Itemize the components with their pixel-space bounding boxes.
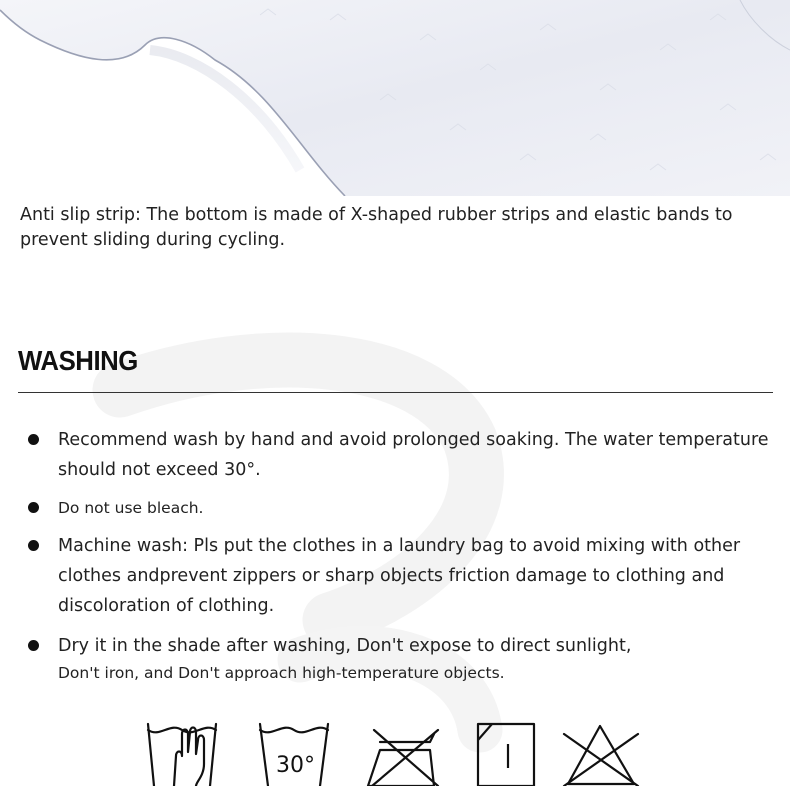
bullet-icon — [28, 502, 39, 513]
dry-in-shade-icon — [478, 724, 534, 786]
wash-30-icon — [260, 724, 328, 786]
bullet-icon — [28, 540, 39, 551]
do-not-iron-icon — [368, 730, 438, 786]
bullet-icon — [28, 434, 39, 445]
list-item-text: Recommend wash by hand and avoid prolonged soaking. The water temperature should not exceed 30°. — [58, 430, 769, 480]
washing-heading: WASHING — [18, 345, 138, 376]
care-symbols-row — [130, 712, 660, 786]
wash-temperature-label: 30° — [276, 753, 315, 778]
list-item-text: Do not use bleach. — [58, 499, 204, 517]
fabric-photo — [0, 0, 790, 196]
list-item-text: Machine wash: Pls put the clothes in a laundry bag to avoid mixing with other clothes andprevent zippers or sharp objects friction damage to clothing and discoloration of clothing. — [58, 536, 741, 616]
anti-slip-caption: Anti slip strip: The bottom is made of X-shaped rubber strips and elastic bands to prevent sliding during cycling. — [20, 205, 733, 250]
list-item-line: Don't iron, and Don't approach high-temperature objects. — [58, 664, 505, 682]
hand-wash-icon — [148, 724, 216, 786]
list-item-text — [58, 631, 780, 685]
do-not-bleach-icon — [564, 726, 638, 786]
list-item-line: Dry it in the shade after washing, Don't expose to direct sunlight, — [58, 636, 632, 656]
bullet-icon — [28, 640, 39, 651]
heading-divider — [18, 392, 773, 393]
